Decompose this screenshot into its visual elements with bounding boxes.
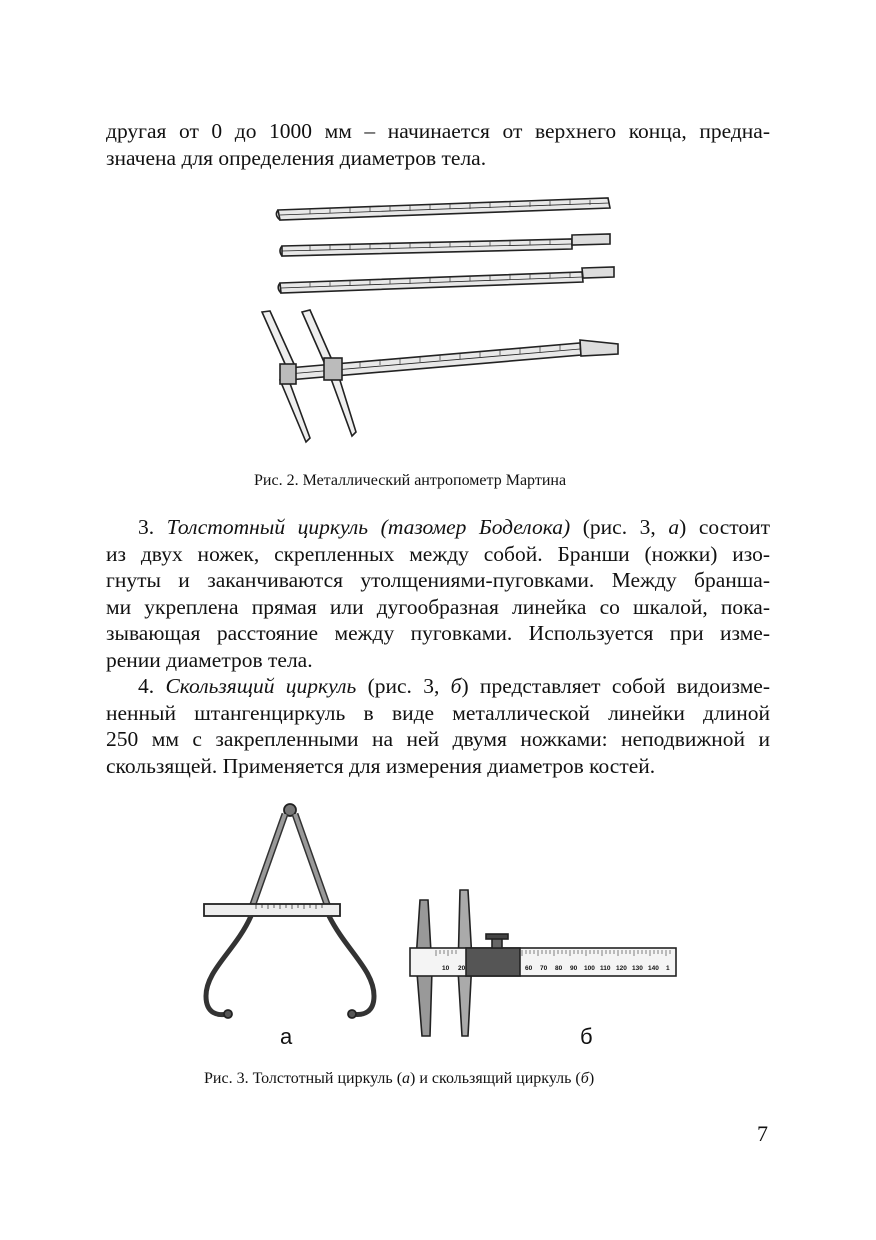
scale-number: 120	[616, 965, 627, 972]
anthropometer-assembled	[262, 310, 618, 442]
item-4-paragraph	[106, 673, 770, 779]
figure-ref-letter: б	[450, 674, 462, 698]
item-term: Скользящий циркуль	[165, 674, 357, 698]
item-3-paragraph	[106, 514, 770, 673]
item-3-line: рении диаметров тела.	[106, 647, 313, 672]
figure-3-label-a: а	[280, 1024, 293, 1049]
caption-letter: б	[580, 1070, 589, 1087]
scale-number: 140	[648, 965, 659, 972]
intro-paragraph	[106, 118, 770, 171]
item-4-line: ненный штангенциркуль в виде металлической линейки длиной	[106, 700, 770, 725]
anthropometer-rod	[278, 267, 614, 293]
spreading-caliper	[204, 804, 374, 1018]
figure-ref: (рис. 3,	[367, 674, 440, 698]
scale-number: 10	[442, 965, 450, 972]
item-3-line: ми укреплена прямая или дугообразная линейка со шкалой, пока-	[106, 594, 770, 619]
figure-ref-letter: а	[668, 515, 680, 539]
caption-text: )	[588, 1070, 595, 1087]
figure-ref-suffix: ) состоит	[679, 515, 771, 539]
caption-text: Рис. 3. Толстотный циркуль (	[204, 1070, 403, 1087]
item-4-line: 250 мм с закрепленными на ней двумя ножками: неподвижной и	[106, 727, 770, 751]
scale-number: 90	[570, 965, 578, 972]
scale-number: 1	[666, 965, 670, 972]
figure-3-calipers	[196, 800, 686, 1060]
intro-line: значена для определения диаметров тела.	[106, 145, 487, 170]
figure-ref: (рис. 3,	[582, 515, 656, 539]
intro-line: другая от 0 до 1000 мм – начинается от верхнего конца, предна-	[106, 119, 770, 143]
item-number: 3.	[138, 515, 155, 539]
item-4-line: скользящей. Применяется для измерения диаметров костей.	[106, 753, 656, 778]
anthropometer-rod	[276, 198, 610, 220]
caption-letter: а	[402, 1070, 411, 1087]
anthropometer-rod	[280, 234, 610, 256]
item-3-line: гнуты и заканчиваются утолщениями-пуговками. Между бранша-	[106, 568, 770, 592]
scale-number: 100	[584, 965, 595, 972]
figure-3-caption	[204, 1069, 594, 1089]
item-number: 4.	[138, 674, 155, 698]
figure-3-label-b: б	[580, 1024, 593, 1049]
scale-number: 20	[458, 965, 466, 972]
scale-number: 60	[525, 965, 533, 972]
figure-2-anthropometer	[250, 188, 630, 450]
page-number: 7	[757, 1121, 768, 1146]
sliding-caliper	[410, 890, 676, 1036]
scale-number: 110	[600, 965, 611, 972]
caption-text: ) и скользящий циркуль (	[410, 1070, 581, 1087]
item-term: Толстотный циркуль (тазомер Боделока)	[166, 515, 571, 539]
scale-number: 70	[540, 965, 548, 972]
scale-number: 80	[555, 965, 563, 972]
figure-ref-suffix: ) представляет собой видоизме-	[461, 674, 771, 698]
item-3-line: из двух ножек, скрепленных между собой. Бранши (ножки) изо-	[106, 541, 770, 566]
figure-2-caption: Рис. 2. Металлический антропометр Мартина	[254, 472, 567, 489]
item-3-first-line	[106, 514, 770, 541]
scale-number: 130	[632, 965, 643, 972]
item-3-line: зывающая расстояние между пуговками. Используется при изме-	[106, 621, 770, 645]
item-4-first-line	[106, 673, 770, 700]
